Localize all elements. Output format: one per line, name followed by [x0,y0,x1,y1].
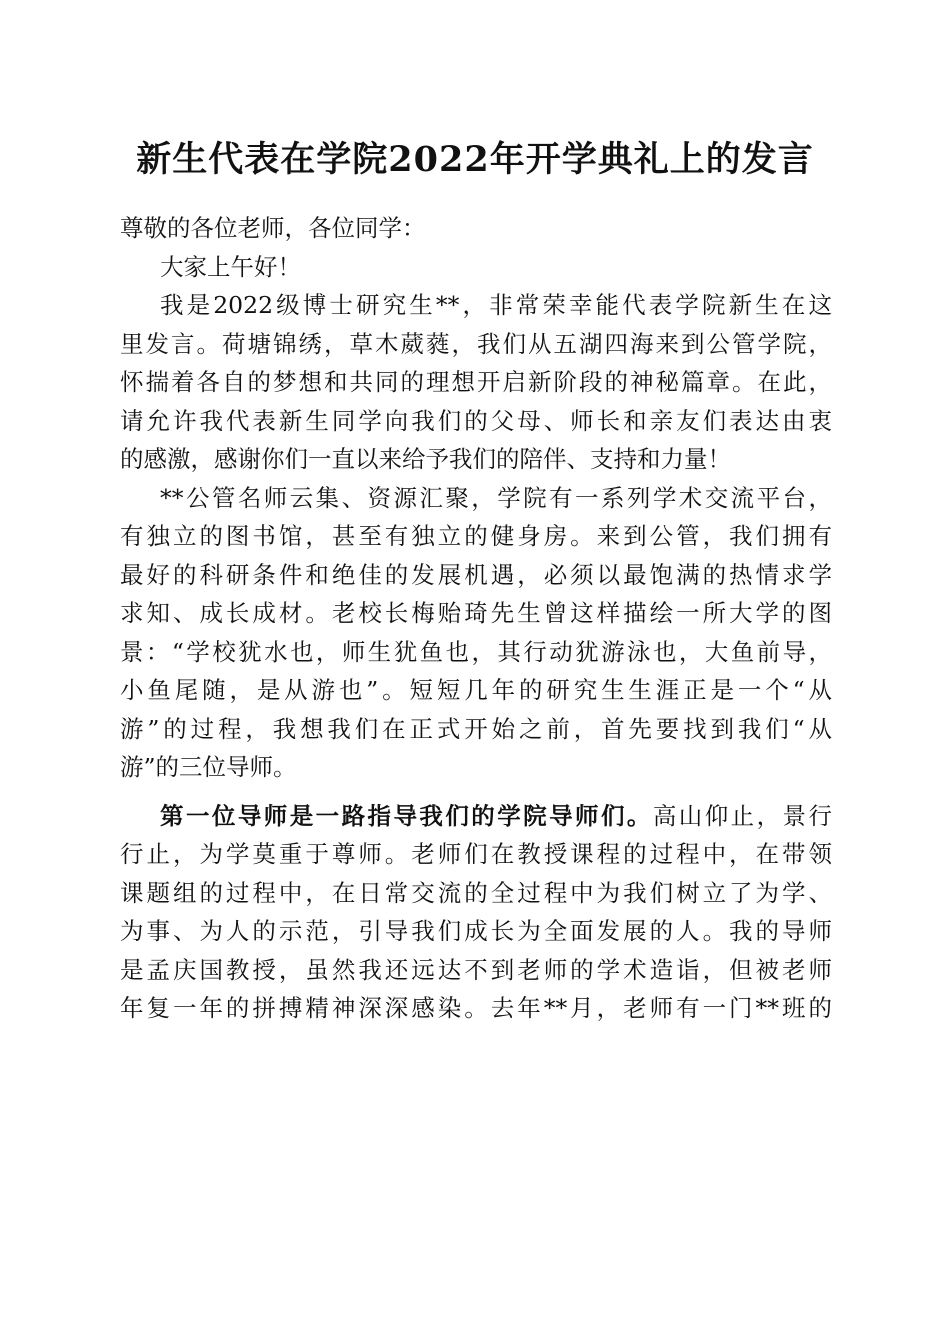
section-lead-sentence: 第一位导师是一路指导我们的学院导师们。 [160,801,653,830]
paragraph-line: 有独立的图书馆，甚至有独立的健身房。来到公管，我们拥有 [120,522,832,550]
paragraph-line: 行止，为学莫重于尊师。老师们在教授课程的过程中，在带领 [120,840,832,868]
paragraph-line: 年复一年的拼搏精神深深感染。去年**月，老师有一门**班的 [120,994,832,1022]
paragraph-line: 小鱼尾随，是从游也”。短短几年的研究生生涯正是一个“从 [120,676,832,704]
paragraph-line: 是孟庆国教授，虽然我还远达不到老师的学术造诣，但被老师 [120,955,832,984]
paragraph-line: 游”的三位导师。 [120,753,297,781]
paragraph-line [120,797,832,836]
paragraph-line: 怀揣着各自的梦想和共同的理想开启新阶段的神秘篇章。在此， [120,368,832,396]
document-title: 新生代表在学院2022年开学典礼上的发言 [136,139,814,180]
paragraph-line: 求知、成长成材。老校长梅贻琦先生曾这样描绘一所大学的图 [120,599,832,627]
greeting-line: 大家上午好！ [160,252,301,281]
paragraph-line: 最好的科研条件和绝佳的发展机遇，必须以最饱满的热情求学 [120,560,832,589]
document-body [120,209,832,1028]
section-lead-continuation: 高山仰止，景行 [652,801,832,830]
paragraph-line: 里发言。荷塘锦绣，草木葳蕤，我们从五湖四海来到公管学院， [120,329,832,358]
paragraph-line: 为事、为人的示范，引导我们成长为全面发展的人。我的导师 [120,917,832,945]
paragraph-line: 请允许我代表新生同学向我们的父母、师长和亲友们表达由衷 [120,406,832,435]
paragraph-line: 的感激，感谢你们一直以来给予我们的陪伴、支持和力量！ [120,445,731,473]
paragraph-line: 游”的过程，我想我们在正式开始之前，首先要找到我们“从 [120,714,832,743]
paragraph-line: 我是2022级博士研究生**，非常荣幸能代表学院新生在这 [160,291,832,319]
paragraph-line: 景：“学校犹水也，师生犹鱼也，其行动犹游泳也，大鱼前导， [120,637,832,666]
paragraph-line: 课题组的过程中，在日常交流的全过程中为我们树立了为学、 [120,878,832,907]
salutation-line: 尊敬的各位老师，各位同学： [120,214,426,242]
paragraph-line: **公管名师云集、资源汇聚，学院有一系列学术交流平台， [160,483,832,512]
